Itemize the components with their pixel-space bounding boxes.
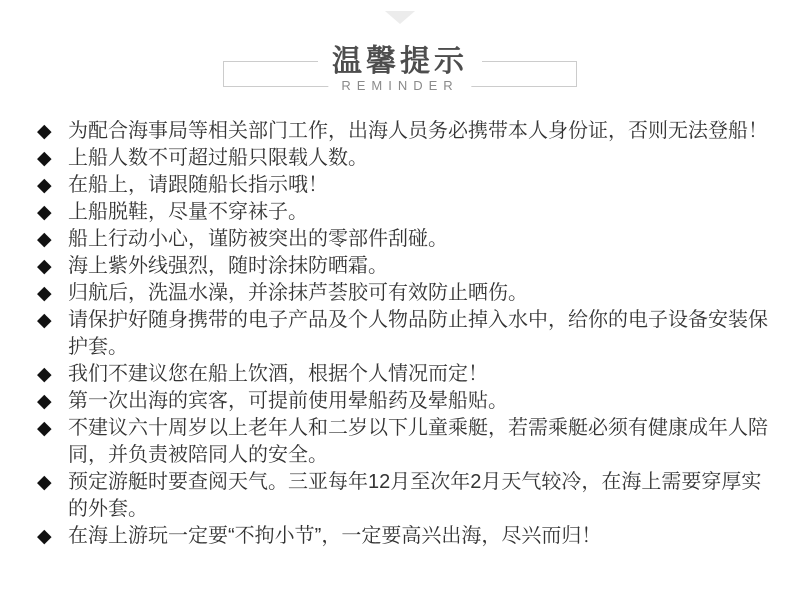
diamond-bullet-icon: ◆: [37, 526, 52, 547]
list-item: [37, 199, 800, 226]
list-item-text: 在船上，请跟随船长指示哦！: [68, 174, 328, 196]
reminder-list: [37, 118, 800, 550]
list-item: [37, 523, 800, 550]
page-title: 温馨提示: [318, 45, 482, 80]
list-item: [37, 361, 800, 388]
list-item: [37, 145, 800, 172]
list-item-text: 请保护好随身携带的电子产品及个人物品防止掉入水中，给你的电子设备安装保护套。: [68, 309, 768, 358]
notice-page: [0, 11, 800, 550]
list-item-text: 第一次出海的宾客，可提前使用晕船药及晕船贴。: [68, 390, 508, 412]
list-item-text: 上船脱鞋，尽量不穿袜子。: [68, 201, 308, 223]
list-item: [37, 172, 800, 199]
triangle-down-icon: [385, 11, 415, 24]
list-item: [37, 253, 800, 280]
diamond-bullet-icon: ◆: [37, 229, 52, 250]
diamond-bullet-icon: ◆: [37, 391, 52, 412]
diamond-bullet-icon: ◆: [37, 175, 52, 196]
list-item: [37, 226, 800, 253]
list-item: [37, 280, 800, 307]
diamond-bullet-icon: ◆: [37, 472, 52, 493]
diamond-bullet-icon: ◆: [37, 418, 52, 439]
page-subtitle: REMINDER: [328, 78, 471, 94]
list-item: [37, 469, 800, 523]
diamond-bullet-icon: ◆: [37, 310, 52, 331]
list-item-text: 上船人数不可超过船只限载人数。: [68, 147, 368, 169]
list-item-text: 为配合海事局等相关部门工作，出海人员务必携带本人身份证，否则无法登船！: [68, 120, 768, 142]
title-box: [223, 44, 577, 94]
diamond-bullet-icon: ◆: [37, 364, 52, 385]
list-item: [37, 307, 800, 361]
list-item-text: 归航后，洗温水澡，并涂抹芦荟胶可有效防止晒伤。: [68, 282, 528, 304]
diamond-bullet-icon: ◆: [37, 121, 52, 142]
list-item-text: 不建议六十周岁以上老年人和二岁以下儿童乘艇，若需乘艇必须有健康成年人陪同，并负责被陪同人的安全。: [68, 417, 768, 466]
list-item: [37, 388, 800, 415]
diamond-bullet-icon: ◆: [37, 148, 52, 169]
diamond-bullet-icon: ◆: [37, 283, 52, 304]
list-item-text: 在海上游玩一定要“不拘小节”，一定要高兴出海，尽兴而归！: [68, 525, 602, 547]
list-item-text: 我们不建议您在船上饮酒，根据个人情况而定！: [68, 363, 488, 385]
list-item-text: 船上行动小心，谨防被突出的零部件刮碰。: [68, 228, 448, 250]
list-item-text: 预定游艇时要查阅天气。三亚每年12月至次年2月天气较冷，在海上需要穿厚实的外套。: [68, 471, 762, 520]
list-item-text: 海上紫外线强烈，随时涂抹防晒霜。: [68, 255, 388, 277]
diamond-bullet-icon: ◆: [37, 202, 52, 223]
diamond-bullet-icon: ◆: [37, 256, 52, 277]
list-item: [37, 118, 800, 145]
list-item: [37, 415, 800, 469]
